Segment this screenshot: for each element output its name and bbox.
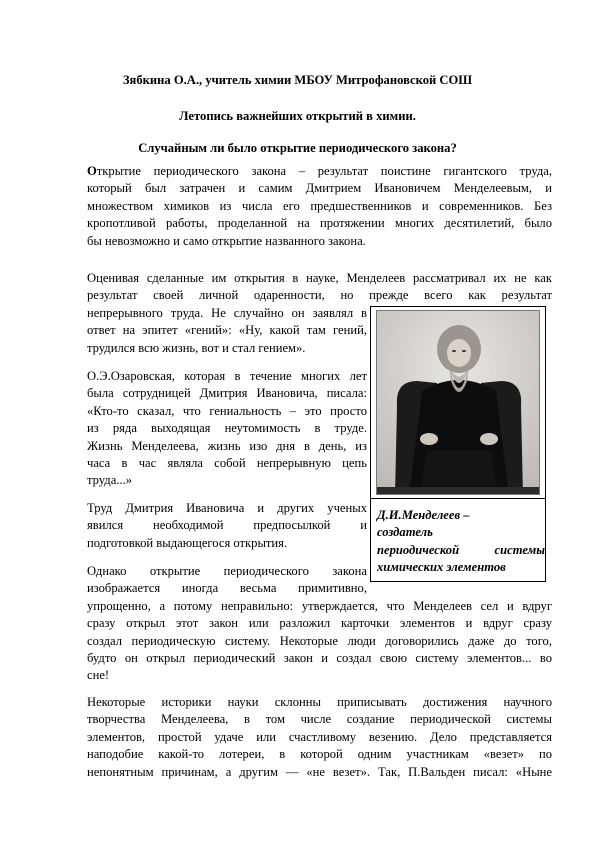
paragraph-line: О.Э.Озаровская, которая в течение многих лет: [87, 369, 367, 383]
portrait-photo: [376, 310, 540, 495]
paragraph-line: который был затрачен и самим Дмитрием Ивановичем Менделеевым, и: [87, 181, 552, 196]
portrait-figure: [370, 306, 546, 582]
article-title: Случайным ли было открытие периодического закона?: [138, 141, 457, 155]
figure-caption: [377, 507, 545, 577]
caption-line: химических элементов: [377, 560, 506, 575]
paragraph-line: трудился всю жизнь, вот и стал гением».: [87, 340, 306, 355]
paragraph-line: была сотрудницей Дмитрия Ивановича, писала:: [87, 386, 367, 401]
paragraph-line: Некоторые историки науки склонны приписывать достижения научного: [87, 695, 552, 709]
paragraph-line: подготовкой выдающегося открытия.: [87, 535, 288, 550]
paragraph-line: часа в час являла собой непрерывную цепь: [87, 456, 367, 471]
paragraph-line: Труд Дмитрия Ивановича и других ученых: [87, 501, 367, 515]
paragraph-line: ответ на эпитет «гений»: «Ну, какой там гений,: [87, 323, 367, 338]
paragraph-line: Оценивая сделанные им открытия в науке, Менделеев рассматривал их не как: [87, 271, 552, 285]
paragraph-1: [87, 163, 552, 250]
paragraph-line: создал периодическую систему. Некоторые люди договорились даже до того,: [87, 633, 552, 648]
figure-divider: [371, 498, 545, 499]
paragraph-line: Открытие периодического закона – результат поистине гигантского труда,: [87, 164, 552, 178]
paragraph-line: непрерывного труда. Не случайно он заявлял в: [87, 305, 367, 320]
caption-line: создатель: [377, 525, 433, 540]
series-title: Летопись важнейших открытий в химии.: [179, 109, 416, 123]
paragraph-line: сразу открыл этот закон или разложил карточки элементов и вдруг сразу: [87, 616, 552, 631]
paragraph-line: бы невозможно и само открытие названного закона.: [87, 233, 366, 248]
author-line: Зябкина О.А., учитель химии МБОУ Митрофановской СОШ: [122, 73, 473, 87]
paragraph-line: Жизнь Менделеева, жизнь изо дня в день, из: [87, 438, 367, 453]
paragraph-line: «Кто-то сказал, что гениальность – это просто: [87, 403, 367, 418]
caption-line: периодической системы: [377, 542, 545, 557]
paragraph-line: изображается иногда весьма примитивно,: [87, 581, 367, 596]
paragraph-line: будто он открыл периодический закон и создал свою систему элементов... во: [87, 651, 552, 666]
caption-line: Д.И.Менделеев –: [377, 508, 470, 522]
paragraph-line: творчества Менделеева, в том числе создание периодической системы: [87, 712, 552, 727]
paragraph-line: Однако открытие периодического закона: [87, 564, 367, 578]
paragraph-line: наподобие какой-то лотереи, в которой одним участникам «везет» по: [87, 747, 552, 762]
paragraph-line: кропотливой работы, проделанной на протяжении многих десятилетий, было: [87, 216, 552, 231]
paragraph-3: [87, 368, 367, 490]
paragraph-line: результат своей личной одаренности, но прежде всего как результат: [87, 288, 552, 303]
paragraph-line: упрощенно, а потому неправильно: утверждается, что Менделеев сел и вдруг: [87, 598, 552, 613]
paragraph-line: элементов, простой удаче или счастливому везению. Дело представляется: [87, 729, 552, 744]
paragraph-line: из ряда выходящая неутомимость в труде.: [87, 421, 367, 436]
paragraph-6: [87, 694, 552, 781]
paragraph-line: множеством химиков из числа его предшественников и современников. Без: [87, 198, 552, 213]
paragraph-line: явился необходимой предпосылкой и: [87, 518, 367, 533]
paragraph-4: [87, 500, 367, 552]
drop-letter: О: [87, 164, 97, 178]
paragraph-line: сне!: [87, 668, 110, 683]
paragraph-line: непонятным причинам, а другим — «не везет». Так, П.Вальден писал: «Ныне: [87, 764, 552, 779]
paragraph-line: труда...»: [87, 473, 133, 488]
